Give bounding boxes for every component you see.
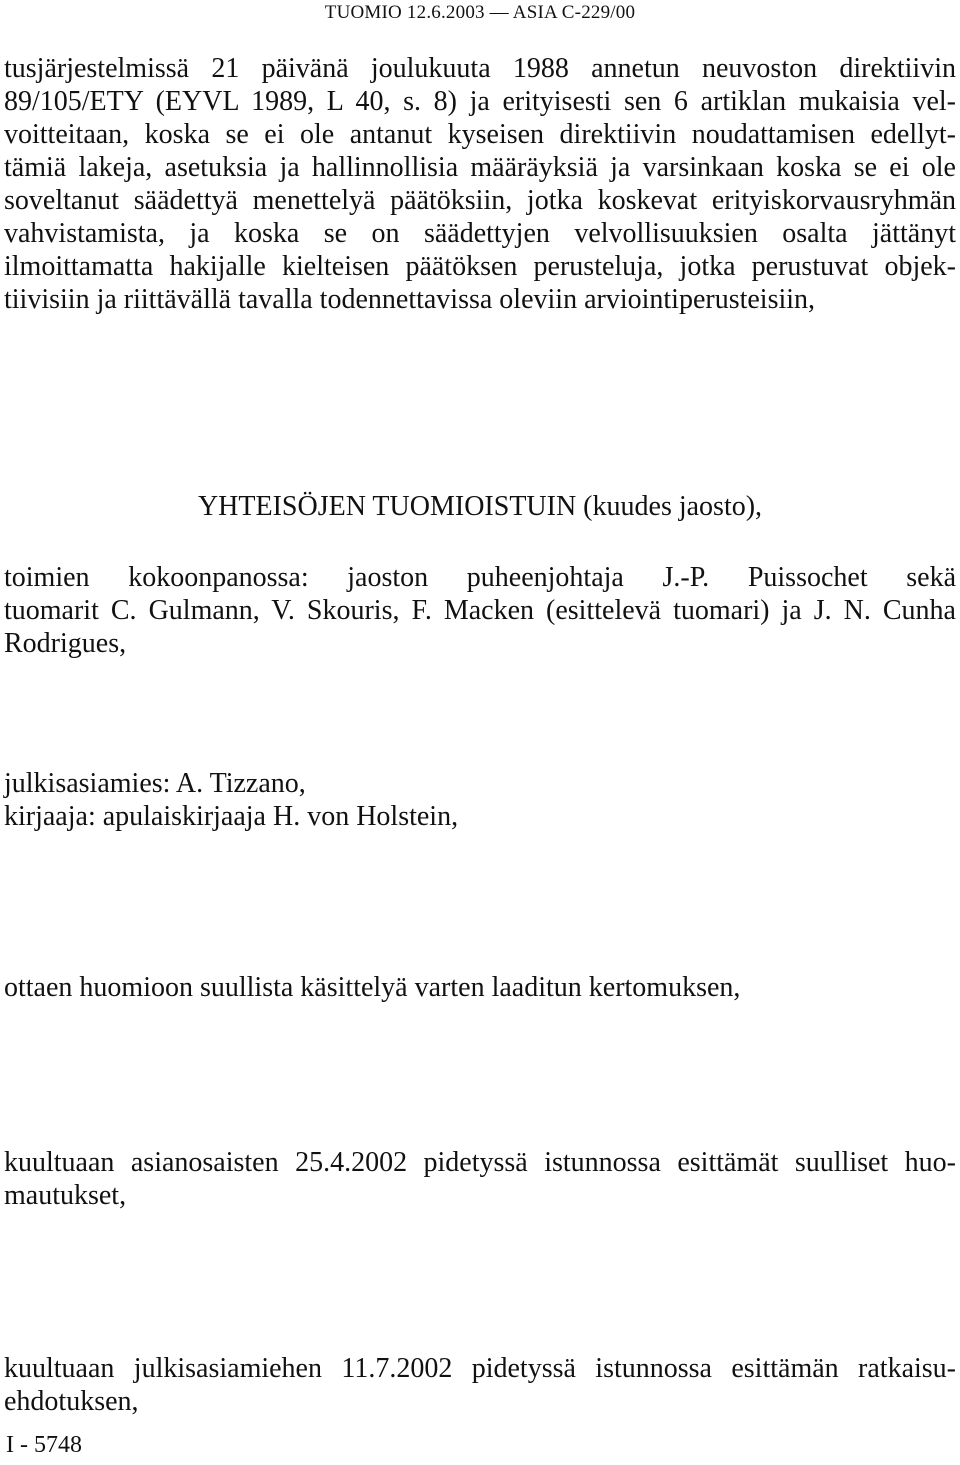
text-line: Rodrigues, <box>4 628 127 659</box>
text-line: ehdotuksen, <box>4 1386 139 1417</box>
text-line: tämiä lakeja, asetuksia ja hallinnollisia määräyksiä ja varsinkaan koska se ei ole <box>4 152 956 183</box>
text-line: voitteitaan, koska se ei ole antanut kyseisen direktiivin noudattamisen edellyt- <box>4 119 956 150</box>
court-heading: YHTEISÖJEN TUOMIOISTUIN (kuudes jaosto), <box>197 491 763 522</box>
text-line: tusjärjestelmissä 21 päivänä joulukuuta 1988 annetun neuvoston direktiivin <box>4 53 956 84</box>
paragraph-composition <box>4 561 956 660</box>
page-number: I - 5748 <box>6 1432 82 1458</box>
text-line: soveltanut säädettyä menettelyä päätöksiin, jotka koskevat erityiskorvausryhmän <box>4 185 956 216</box>
text-line: ottaen huomioon suullista käsittelyä varten laaditun kertomuksen, <box>4 972 741 1003</box>
text-line: kirjaaja: apulaiskirjaaja H. von Holstein, <box>4 801 459 832</box>
text-line: toimien kokoonpanossa: jaoston puheenjohtaja J.-P. Puissochet sekä <box>4 562 956 593</box>
text-line: tuomarit C. Gulmann, V. Skouris, F. Macken (esittelevä tuomari) ja J. N. Cunha <box>4 595 956 626</box>
text-line: vahvistamista, ja koska se on säädettyjen velvollisuuksien osalta jättänyt <box>4 218 956 249</box>
paragraph-hearing <box>4 1146 956 1212</box>
text-line: tiivisiin ja riittävällä tavalla todennettavissa oleviin arviointiperusteisiin, <box>4 284 816 315</box>
text-line: 89/105/ETY (EYVL 1989, L 40, s. 8) ja erityisesti sen 6 artiklan mukaisia vel- <box>4 86 956 117</box>
running-header: TUOMIO 12.6.2003 — ASIA C-229/00 <box>324 2 636 23</box>
paragraph-report <box>4 971 956 1004</box>
paragraph-officials <box>4 767 956 833</box>
paragraph-opinion <box>4 1352 956 1418</box>
text-line: mautukset, <box>4 1180 127 1211</box>
text-line: julkisasiamies: A. Tizzano, <box>4 768 306 799</box>
text-line: kuultuaan julkisasiamiehen 11.7.2002 pidetyssä istunnossa esittämän ratkaisu- <box>4 1353 956 1384</box>
text-line: ilmoittamatta hakijalle kielteisen päätöksen perusteluja, jotka perustuvat objek- <box>4 251 956 282</box>
paragraph-intro <box>4 52 956 316</box>
text-line: kuultuaan asianosaisten 25.4.2002 pidetyssä istunnossa esittämät suulliset huo- <box>4 1147 956 1178</box>
